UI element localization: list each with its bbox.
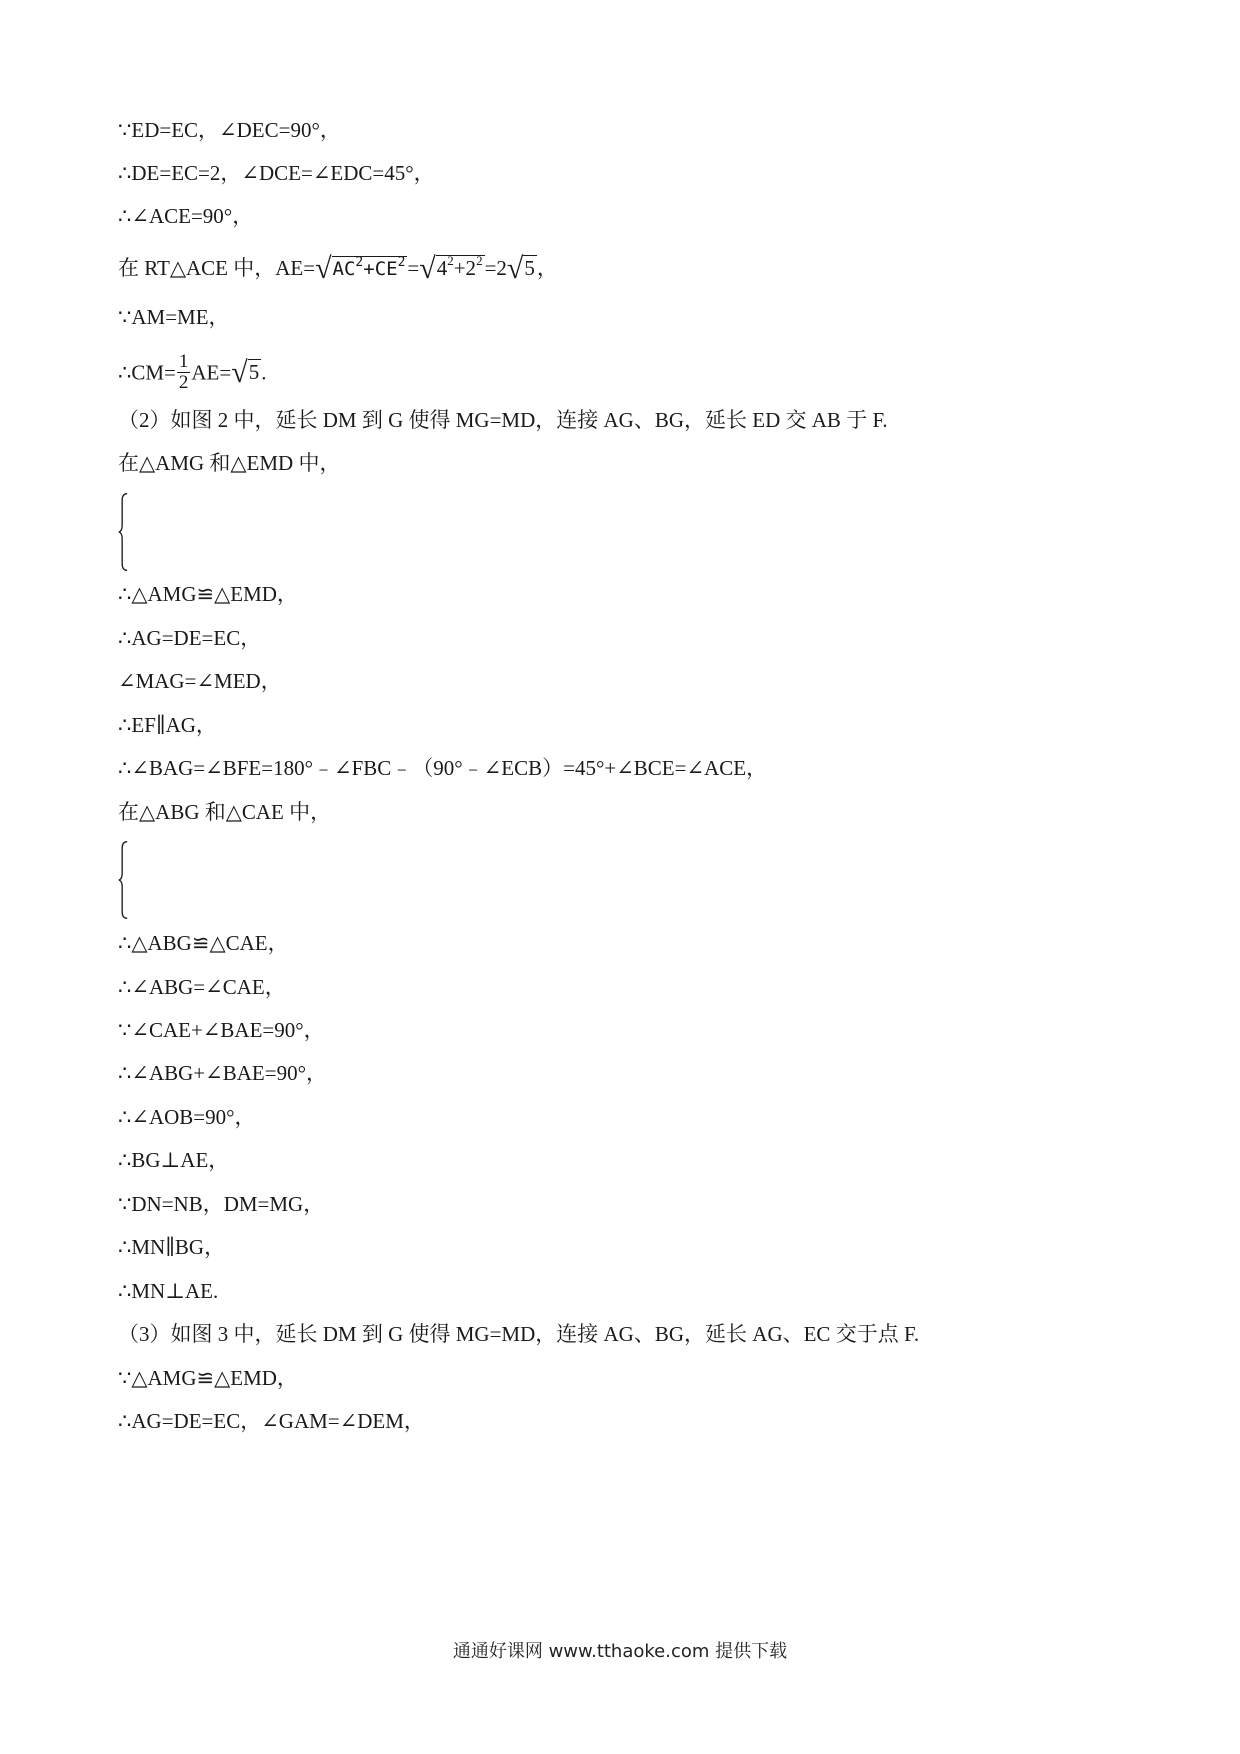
line-6-end: . — [261, 360, 267, 385]
line-12: ∴EF∥AG， — [118, 713, 217, 737]
line-2: ∴DE=EC=2，∠DCE=∠EDC=45°， — [118, 161, 435, 185]
line-23: ∴MN⊥AE. — [118, 1279, 219, 1303]
rad2-exp-1: 2 — [447, 253, 454, 268]
sqrt-5: √5 — [506, 252, 535, 285]
line-1: ∵ED=EC，∠DEC=90°， — [118, 118, 341, 142]
rad1-exp-2: 2 — [397, 254, 406, 270]
line-9: ∴△AMG≌△EMD， — [118, 582, 298, 606]
rad2-exp-2: 2 — [476, 253, 483, 268]
line-4-ae-formula — [118, 252, 558, 285]
line-7: （2）如图 2 中，延长 DM 到 G 使得 MG=MD，连接 AG、BG，延长 ED 交 AB 于 F. — [118, 408, 888, 432]
sqrt-ac-ce: $√AC^2+CE^2$ — [315, 252, 406, 285]
line-24: （3）如图 3 中，延长 DM 到 G 使得 MG=MD，连接 AG、BG，延长 AG、EC 交于点 F. — [118, 1322, 920, 1346]
line-6-prefix: ∴CM= — [118, 360, 176, 385]
line-11: ∠MAG=∠MED， — [118, 669, 282, 693]
line-5: ∵AM=ME， — [118, 305, 230, 329]
line-14: 在△ABG 和△CAE 中， — [118, 800, 332, 824]
line-21: ∵DN=NB，DM=MG， — [118, 1192, 325, 1216]
line-26: ∴AG=DE=EC，∠GAM=∠DEM， — [118, 1409, 425, 1433]
rad3-5: 5 — [524, 256, 535, 280]
line-19: ∴∠AOB=90°， — [118, 1105, 256, 1129]
sqrt-4-2: $√4^2+2^2$ — [419, 252, 483, 285]
line-20: ∴BG⊥AE， — [118, 1148, 230, 1172]
line-4-eq: = — [407, 256, 420, 280]
line-10: ∴AG=DE=EC， — [118, 626, 262, 650]
line-25: ∵△AMG≌△EMD， — [118, 1366, 298, 1390]
sqrt-5-cm: √5 — [231, 356, 260, 390]
line-16: ∴∠ABG=∠CAE， — [118, 975, 286, 999]
line-6-mid: AE= — [191, 360, 232, 385]
brace-icon — [118, 832, 128, 928]
line-3: ∴∠ACE=90°， — [118, 204, 254, 228]
line-13: ∴∠BAG=∠BFE=180°﹣∠FBC﹣（90°﹣∠ECB）=45°+∠BCE=∠ACE， — [118, 756, 768, 780]
fraction-denominator: 2 — [178, 372, 189, 393]
rad2-4: 4 — [436, 256, 448, 280]
rad1-ce: +CE — [363, 258, 398, 280]
line-6-cm — [118, 351, 267, 395]
line-17: ∵∠CAE+∠BAE=90°， — [118, 1018, 325, 1042]
rad2-2: +2 — [453, 256, 477, 280]
line-22: ∴MN∥BG， — [118, 1235, 226, 1259]
page-footer: 通通好课网 www.tthaoke.com 提供下载 — [452, 1641, 788, 1662]
brace-icon — [118, 484, 128, 580]
line-18: ∴∠ABG+∠BAE=90°， — [118, 1061, 327, 1085]
line-8: 在△AMG 和△EMD 中， — [118, 451, 341, 475]
line-15: ∴△ABG≌△CAE， — [118, 931, 289, 955]
fraction-numerator: 1 — [178, 351, 189, 372]
line-4-end: ， — [536, 256, 558, 280]
line-6-rad: 5 — [248, 360, 260, 385]
rad1-exp-1: 2 — [355, 254, 364, 270]
line-4-eq2: =2 — [484, 256, 507, 280]
fraction-half — [177, 352, 191, 393]
line-4-prefix: 在 RT△ACE 中，AE= — [118, 256, 316, 280]
rad1-ac: AC — [332, 258, 356, 280]
